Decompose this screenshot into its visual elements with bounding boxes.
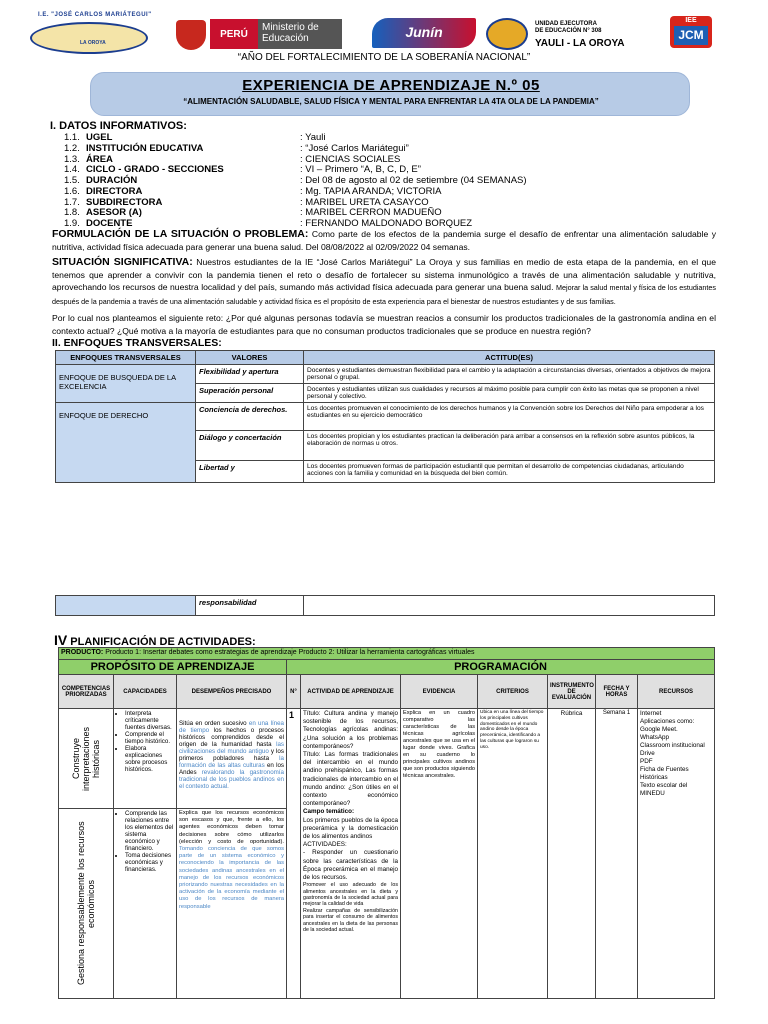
- title-banner: [90, 72, 690, 116]
- competencia-2: Gestiona responsablemente los recursos económicos: [76, 821, 96, 986]
- datos-value: : Yauli: [300, 131, 326, 143]
- peru-label: PERÚ: [210, 19, 258, 49]
- competencia-2-cell: [59, 809, 114, 999]
- recursos-list: [640, 710, 712, 798]
- ugel-emblem-logo: [486, 18, 528, 50]
- valor-cell: Libertad y: [196, 461, 304, 483]
- datos-num: 1.3.: [64, 153, 80, 165]
- year-motto: “AÑO DEL FORTALECIMIENTO DE LA SOBERANÍA NACIONAL”: [237, 52, 531, 63]
- problema-paragraph: [52, 228, 716, 253]
- actitud-cell: Los docentes propician y los estudiantes practican la deliberación para arribar a consensos en la reflexión sobre asuntos públicos, la elaboración de normas u otros.: [304, 431, 715, 461]
- capacidad-item: • Comprende el tiempo histórico.: [125, 731, 174, 745]
- valor-cell: Superación personal: [196, 384, 304, 403]
- planificacion-table: [58, 647, 715, 999]
- capacidad-item: • Comprende las relaciones entre los elementos del sistema económico y financiero.: [125, 810, 174, 852]
- plan-col-header: CAPACIDADES: [114, 675, 177, 709]
- recurso-item: Classroom institucional: [640, 742, 705, 749]
- datos-label: DIRECTORA: [86, 185, 143, 197]
- junin-logo: Junín: [372, 18, 476, 48]
- capacidad-item: • Elabora explicaciones sobre procesos históricos.: [125, 745, 174, 773]
- plan-col-header: DESEMPEÑOS PRECISADO: [177, 675, 287, 709]
- capacidad-item: • Toma decisiones económicas y financieras.: [125, 852, 174, 873]
- actitud-cell: Docentes y estudiantes demuestran flexibilidad para el cambio y la adaptación a circunstancias diversas, orientados a objetivos de mejora personal o grupal.: [304, 365, 715, 384]
- enfoque-name: ENFOQUE DE BUSQUEDA DE LA EXCELENCIA: [56, 365, 196, 403]
- des1-c: los hechos o procesos históricos comprendidos desde el origen de la humanidad hasta: [179, 727, 284, 748]
- producto-row: [59, 648, 715, 660]
- document-title: EXPERIENCIA DE APRENDIZAJE N.º 05: [242, 77, 540, 94]
- continued-table: [55, 595, 715, 616]
- datos-label: DOCENTE: [86, 218, 133, 230]
- school-seal-logo: [30, 22, 148, 54]
- instrumento-cell: Rúbrica: [548, 709, 596, 999]
- enfoque-row: [56, 403, 715, 431]
- datos-row: [64, 175, 744, 186]
- datos-num: 1.8.: [64, 207, 80, 219]
- desempeno-1-cell: [177, 709, 287, 809]
- datos-label: UGEL: [86, 131, 113, 143]
- actividad-5: ACTIVIDADES:: [303, 841, 347, 849]
- datos-num: 1.7.: [64, 196, 80, 208]
- significativa-paragraph: [52, 256, 716, 308]
- document-subtitle: “ALIMENTACIÓN SALUDABLE, SALUD FÍSICA Y MENTAL PARA ENFRENTAR LA 4TA OLA DE LA PANDEMIA”: [183, 97, 599, 106]
- datos-row: [64, 154, 744, 165]
- criterios-cell: Ubica en una línea del tiempo los principales cultivos domesticados en el mundo andino desde la época precerámica, identificando a las culturas que lograron su uso.: [478, 709, 548, 999]
- recurso-item: Drive: [640, 750, 655, 757]
- datos-heading: I. DATOS INFORMATIVOS:: [50, 120, 187, 132]
- datos-num: 1.5.: [64, 175, 80, 187]
- datos-label: ASESOR (A): [86, 207, 142, 219]
- datos-list: [64, 132, 744, 229]
- actitud-cell: Los docentes promueven formas de participación estudiantil que permitan el desarrollo de competencias ciudadanas, articulando acciones con la familia y comunidad en la búsqueda del bien común.: [304, 461, 715, 483]
- enfoque-name: ENFOQUE DE DERECHO: [56, 403, 196, 483]
- des1-e: y los primeros pobladores hasta: [179, 748, 284, 762]
- des2-b: Tomando conciencia de que somos parte de un sistema económico y reconociendo la importancia de las sociedades andinas ancestrales en el manejo de los recursos económicos priorizando nuestras necesidades en la activación de la economía mediante el uso de los recursos de manera responsable: [179, 846, 284, 910]
- competencia-1-cell: [59, 709, 114, 809]
- desempeno-2-cell: [177, 809, 287, 999]
- datos-value: : MARIBEL URETA CASAYCO: [300, 196, 429, 208]
- datos-value: : VI – Primero “A, B, C, D, E”: [300, 164, 421, 176]
- actividad-6: - Responder un cuestionario sobre las características de la Época precerámica en el manejo de los recursos.: [303, 849, 398, 882]
- programacion-header: PROGRAMACIÓN: [287, 660, 715, 675]
- datos-row: [64, 208, 744, 219]
- datos-row: [64, 197, 744, 208]
- datos-value: : Mg. TAPIA ARANDA; VICTORIA: [300, 185, 442, 197]
- enfoques-body: [56, 365, 715, 483]
- jcm-logo: [670, 16, 712, 48]
- actividad-7: Promover el uso adecuado de los alimentos ancestrales en la dieta y gastronomía de la sociedad actual para mejorar la calidad de vida: [303, 882, 398, 908]
- recurso-item: WhatsApp: [640, 734, 670, 741]
- datos-label: DURACIÓN: [86, 175, 138, 187]
- jcm-top-text: IEE: [685, 17, 697, 24]
- actitud-cell: Los docentes promueven el conocimiento de los derechos humanos y la Convención sobre los Derechos del Niño para empoderar a los estudiantes en su ejercicio democrático: [304, 403, 715, 431]
- producto-label: PRODUCTO:: [61, 649, 104, 656]
- datos-value: : FERNANDO MALDONADO BORQUEZ: [300, 218, 473, 230]
- jcm-text: JCM: [674, 26, 708, 45]
- actividad-3: Campo temático:: [303, 808, 355, 816]
- proposito-header: PROPÓSITO DE APRENDIZAJE: [59, 660, 287, 675]
- planificacion-number: IV: [54, 632, 68, 648]
- datos-num: 1.6.: [64, 185, 80, 197]
- plan-col-header: FECHA Y HORAS: [596, 675, 638, 709]
- capacidades-2-list: [116, 810, 174, 873]
- header-logos: [0, 0, 768, 56]
- des2-a: Explica que los recursos económicos son escasos y que, frente a ello, los agentes económicos deben tomar decisiones sobre cómo utilizarlos (elección y costo de oportunidad).: [179, 810, 284, 845]
- continued-actitud: [304, 596, 715, 616]
- recurso-item: Aplicaciones como:: [640, 718, 695, 725]
- datos-label: CICLO - GRADO - SECCIONES: [86, 164, 224, 176]
- enfoque-row: [56, 365, 715, 384]
- col-actitud: ACTITUD(ES): [304, 351, 715, 365]
- planificacion-label: PLANIFICACIÓN DE ACTIVIDADES:: [70, 636, 256, 648]
- des1-b: en una línea de tiempo: [179, 720, 284, 734]
- col-valores: VALORES: [196, 351, 304, 365]
- plan-col-header: INSTRUMENTO DE EVALUACIÓN: [548, 675, 596, 709]
- des1-h: revalorando la gastronomía tradicional de los pueblos andinos en el contexto actual.: [179, 769, 284, 790]
- valor-cell: Conciencia de derechos.: [196, 403, 304, 431]
- datos-value: : “José Carlos Mariátegui”: [300, 142, 409, 154]
- recurso-item: Internet: [640, 710, 662, 717]
- col-enfoques: ENFOQUES TRANSVERSALES: [56, 351, 196, 365]
- datos-label: SUBDIRECTORA: [86, 196, 163, 208]
- seal-text: I.E. "JOSÉ CARLOS MARIÁTEGUI": [38, 12, 152, 18]
- datos-label: INSTITUCIÓN EDUCATIVA: [86, 142, 204, 154]
- plan-col-header: COMPETENCIAS PRIORIZADAS: [59, 675, 114, 709]
- ministerio-label: Ministerio de Educación: [258, 19, 342, 49]
- actividad-cell: [301, 709, 401, 999]
- datos-row: [64, 132, 744, 143]
- ugel-line-1: UNIDAD EJECUTORA: [535, 21, 597, 27]
- plan-col-header: ACTIVIDAD DE APRENDIZAJE: [301, 675, 401, 709]
- capacidades-2-cell: [114, 809, 177, 999]
- problema-label: FORMULACIÓN DE LA SITUACIÓN O PROBLEMA:: [52, 228, 309, 240]
- peru-shield-logo: [176, 20, 206, 50]
- datos-value: : CIENCIAS SOCIALES: [300, 153, 401, 165]
- datos-label: ÁREA: [86, 153, 113, 165]
- datos-num: 1.4.: [64, 164, 80, 176]
- datos-row: [64, 164, 744, 175]
- enfoques-heading: II. ENFOQUES TRANSVERSALES:: [52, 337, 222, 349]
- producto-text: Producto 1: Insertar debates como estrategias de aprendizaje Producto 2: Utilizar la herramienta cartográficas virtuales: [105, 649, 475, 656]
- continued-valor: responsabilidad: [196, 596, 304, 616]
- datos-num: 1.1.: [64, 131, 80, 143]
- datos-num: 1.9.: [64, 218, 80, 230]
- des1-f: la formación de las altas culturas: [179, 755, 284, 769]
- capacidad-item: • Interpreta críticamente fuentes diversas.: [125, 710, 174, 731]
- valor-cell: Diálogo y concertación: [196, 431, 304, 461]
- recurso-item: Ficha de Fuentes Históricas: [640, 766, 689, 781]
- competencia-1: Construye interpretaciones históricas: [71, 726, 101, 791]
- problema-text: Como parte de los efectos de la pandemia surge el desafío de enfrentar una alimentación saludable y nutritiva, actividad física adecuada para generar una buena salud. Del 08/08/2022 al 02/09/2022 04 semanas.: [52, 229, 717, 252]
- continued-enfoque: [56, 596, 196, 616]
- ugel-logo-text: [535, 21, 601, 35]
- capacidades-1-list: [116, 710, 174, 773]
- planificacion-heading: [54, 632, 256, 648]
- plan-col-header: EVIDENCIA: [401, 675, 478, 709]
- datos-row: [64, 186, 744, 197]
- desempeno-1: [179, 720, 284, 790]
- recurso-item: PDF: [640, 758, 653, 765]
- evidencia-cell: Explica en un cuadro comparativo las características de las técnicas agrícolas ancestrales que se usa en el lugar donde vives. Grafica en su cuaderno lo principales cultivos andinos que son productos siguiendo técnicas ancestrales.: [401, 709, 478, 999]
- des1-g: en los Andes: [179, 762, 284, 776]
- actividad-4: Los primeros pueblos de la época precerámica y la domesticación de los alimentos andinos: [303, 816, 398, 841]
- ugel-name: YAULI - LA OROYA: [535, 38, 625, 49]
- ugel-line-2: DE EDUCACIÓN N° 308: [535, 28, 602, 34]
- actitud-cell: Docentes y estudiantes utilizan sus cualidades y recursos al máximo posible para cumplir con éxito las metas que se proponen a nivel personal y colectivo.: [304, 384, 715, 403]
- des1-a: Sitúa en orden sucesivo: [179, 720, 247, 727]
- enfoques-table: [55, 350, 715, 483]
- minedu-logo: [210, 19, 342, 49]
- datos-value: : Del 08 de agosto al 02 de setiembre (04 SEMANAS): [300, 175, 527, 187]
- actividad-1: Título: Cultura andina y manejo sostenible de los recursos, Tecnologías agrícolas andinas: ¿Una solución a los problemas contemporáneos?: [303, 710, 398, 750]
- datos-row: [64, 143, 744, 154]
- column-headers: [59, 675, 715, 709]
- significativa-small: Mejorar la salud mental y física de los estudiantes después de la pandemia a través de una alimentación saludable y actividad física es el propósito de esta experiencia para el bienestar de nuestros estudiantes y de sus familias.: [52, 283, 716, 306]
- recurso-item: Google Meet.: [640, 726, 678, 733]
- valor-cell: Flexibilidad y apertura: [196, 365, 304, 384]
- plan-col-header: RECURSOS: [638, 675, 715, 709]
- actividad-8: Realizar campañas de sensibilización para insertar el consumo de alimentos ancestrales en la dieta de las personas de la sociedad actual.: [303, 907, 398, 934]
- des1-d: las civilizaciones del mundo antiguo: [179, 741, 284, 755]
- seal-subtext: LA OROYA: [80, 40, 106, 46]
- fecha-cell: Semana 1: [596, 709, 638, 999]
- plan-col-header: CRITERIOS: [478, 675, 548, 709]
- recursos-cell: [638, 709, 715, 999]
- capacidades-1-cell: [114, 709, 177, 809]
- activity-number: 1: [287, 709, 301, 999]
- preguntas-paragraph: Por lo cual nos planteamos el siguiente reto: ¿Por qué algunas personas todavía se muestran reacios a consumir los productos tradicionales de la gastronomía andina en el contexto actual? ¿Qué motiva a la mayoría de estudiantes para que no consuman productos tradicionales que se produce en nuestra región?: [52, 313, 716, 336]
- significativa-label: SITUACIÓN SIGNIFICATIVA:: [52, 256, 193, 268]
- datos-num: 1.2.: [64, 142, 80, 154]
- plan-col-header: N°: [287, 675, 301, 709]
- actividad-2: Título: Las formas tradicionales del intercambio en el mundo andino prehispánico, Las formas tradicionales de intercambio en el mundo andino: ¿Son útiles en el contexto económico contemporáneo?: [303, 751, 398, 808]
- recurso-item: Texto escolar del MINEDU: [640, 782, 688, 797]
- datos-value: : MARIBEL CERRON MADUEÑO: [300, 207, 442, 219]
- significativa-text: Nuestros estudiantes de la IE “José Carlos Mariátegui” La Oroya y sus familias en medio de esta etapa de la pandemia, en el que tenemos que aprender a convivir con la pandemia tienen el reto o desafío de fortalecer su sistema inmunológico a través de una alimentación saludable y nutritiva, aprovechando los recursos de nuestra localidad y del país, sumando más actividad física adecuada para generar una buena salud.: [52, 257, 716, 292]
